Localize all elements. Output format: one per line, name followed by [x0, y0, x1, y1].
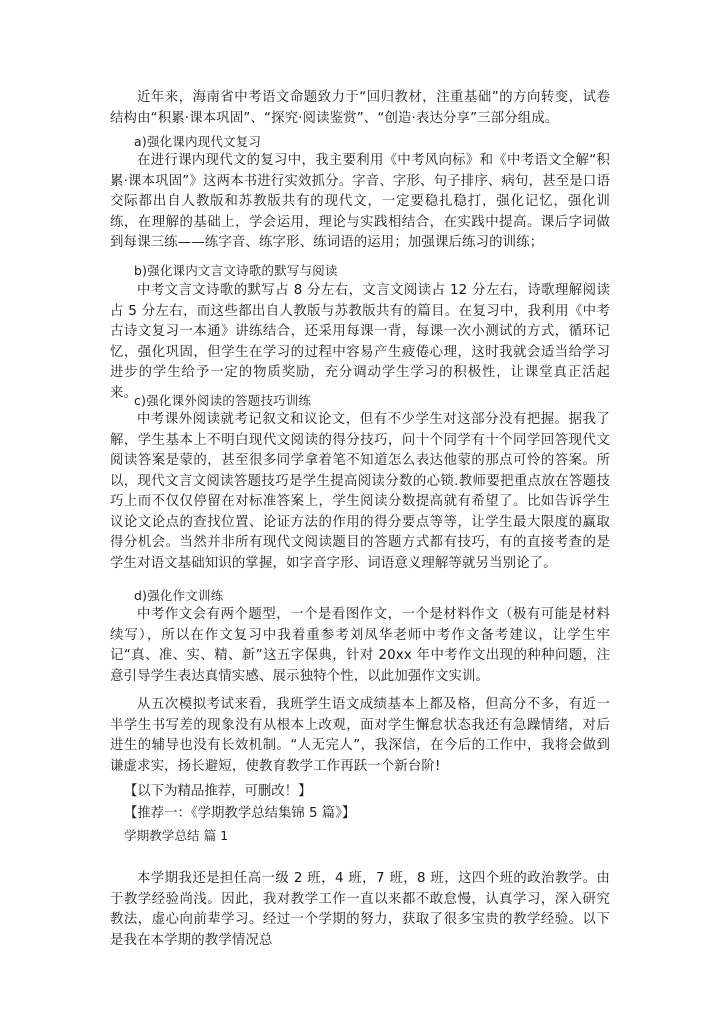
heading-a: a)强化课内现代文复习 [134, 134, 262, 149]
paragraph-a: 在进行课内现代文的复习中，我主要利用《中考风向标》和《中考语文全解“积累·课本巩固”》这两本书进行实效抓分。字音、字形、句子排序、病句，甚至是口语交际都出自人教版和苏教版共有的现代文，一定要稳扎稳打，强化记忆，强化训练，在理解的基础上，学会运用，理论与实践相结合，在实践中提高。课后字词做到每课三练——练字音、练字形、练词语的运用；加强课后练习的训练； [110, 153, 610, 250]
recommend-note: 【以下为精品推荐，可删改！】 [124, 784, 312, 799]
paragraph-summary: 从五次模拟考试来看，我班学生语文成绩基本上都及格，但高分不多，有近一半学生书写差的现象没有从根本上改观，面对学生懈怠状态我还有急躁情绪，对后进生的辅导也没有长效机制。“人无完人”，我深信，在今后的工作中，我将会做到谦虚求实，扬长避短，使教育教学工作再跃一个新台阶! [110, 697, 610, 774]
heading-d: d)强化作文训练 [134, 588, 224, 603]
recommend-title: 【推荐一：《学期教学总结集锦 5 篇》】 [124, 806, 356, 821]
paragraph-b: 中考文言文诗歌的默写占 8 分左右，文言文阅读占 12 分左右，诗歌理解阅读占 5 分左右，而这些都出自人教版与苏教版共有的篇目。在复习中，我利用《中考古诗文复习一本通》讲练结合，还采用每课一背，每课一次小测试的方式，循环记忆，强化巩固，但学生在学习的过程中容易产生疲倦心理，这时我就会适当给学习进步的学生给予一定的物质奖励，充分调动学生学习的积极性，让课堂真正活起来。 [110, 283, 610, 401]
heading-b: b)强化课内文言文诗歌的默写与阅读 [134, 263, 338, 278]
paragraph-article: 本学期我还是担任高一级 2 班，4 班，7 班，8 班，这四个班的政治教学。由于教学经验尚浅。因此，我对教学工作一直以来都不敢怠慢，认真学习，深入研究教法，虚心向前辈学习。经过一个学期的努力，获取了很多宝贵的教学经验。以下是我在本学期的教学情况总 [110, 871, 610, 948]
article-title: 学期教学总结 篇 1 [124, 828, 229, 843]
heading-c: c)强化课外阅读的答题技巧训练 [134, 393, 312, 408]
paragraph-d: 中考作文会有两个题型，一个是看图作文，一个是材料作文（极有可能是材料续写），所以在作文复习中我着重参考刘凤华老师中考作文备考建议，让学生牢记“真、准、实、精、新”这五字保典，针对 20xx 年中考作文出现的种种问题，注意引导学生表达真情实感、展示独特个性，以此加强作文实训。 [110, 607, 610, 684]
paragraph-c: 中考课外阅读就考记叙文和议论文，但有不少学生对这部分没有把握。据我了解，学生基本上不明白现代文阅读的得分技巧，问十个同学有十个同学回答现代文阅读答案是蒙的，甚至很多同学拿着笔不知道怎么表达他蒙的那点可怜的答案。所以，现代文言文阅读答题技巧是学生提高阅读分数的心锁.教师要把重点放在答题技巧上而不仅仅停留在对标准答案上，学生阅读分数提高就有希望了。比如告诉学生议论文论点的查找位置、论证方法的作用的得分要点等等，让学生最大限度的赢取得分机会。当然并非所有现代文阅读题目的答题方式都有技巧，有的直接考查的是学生对语文基础知识的掌握，如字音字形、词语意义理解等就另当别论了。 [110, 412, 610, 571]
paragraph-intro: 近年来，海南省中考语文命题致力于“回归教材，注重基础”的方向转变，试卷结构由“积累·课本巩固”、“探究·阅读鉴赏”、“创造·表达分享”三部分组成。 [110, 90, 610, 126]
